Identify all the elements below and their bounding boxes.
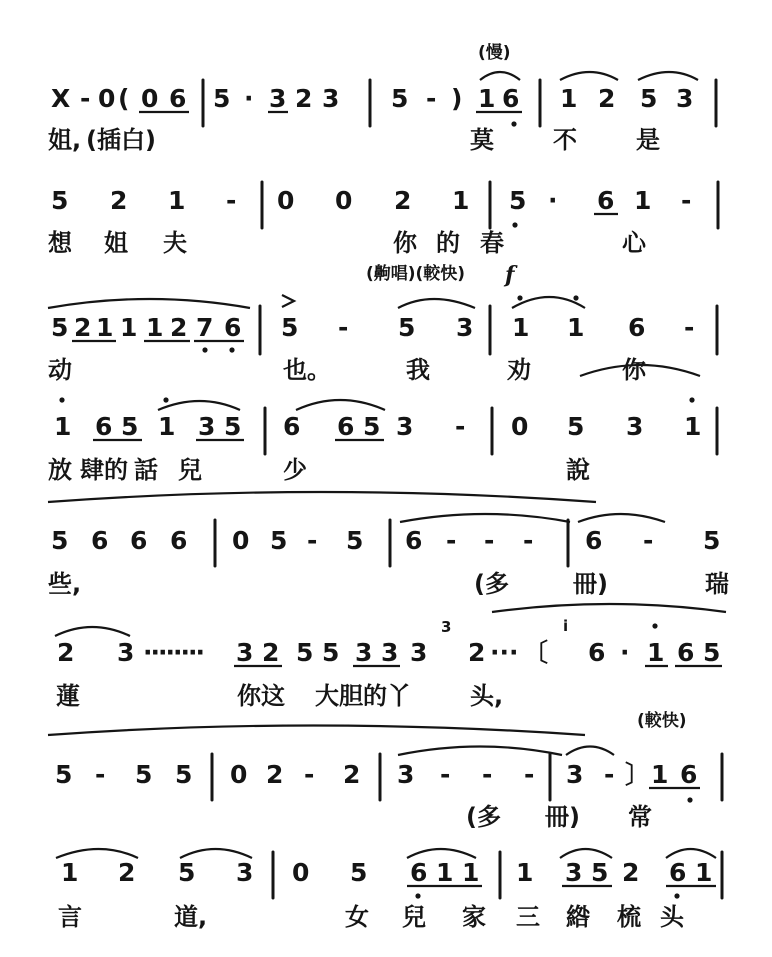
note: 5 — [322, 638, 340, 667]
note: 5 — [135, 760, 153, 789]
note: 3 — [410, 638, 428, 667]
octave-dot — [415, 893, 420, 898]
note: 0 — [232, 526, 250, 555]
note: 1 — [452, 186, 470, 215]
note: 1 — [158, 412, 176, 441]
lyric: 心 — [622, 229, 646, 257]
note: 1 — [684, 412, 702, 441]
note: 3 — [626, 412, 644, 441]
slur — [48, 726, 585, 736]
note: 6 — [410, 858, 428, 887]
octave-dot — [652, 623, 657, 628]
note: 6 — [597, 186, 615, 215]
note: 6 — [585, 526, 603, 555]
slur — [492, 604, 726, 612]
lyric: 冊) — [573, 570, 608, 598]
note: 3 — [198, 412, 216, 441]
note: 2 — [266, 760, 284, 789]
slur — [578, 514, 665, 522]
octave-dot — [229, 347, 234, 352]
note: 3 — [456, 313, 474, 342]
octave-dot — [573, 295, 578, 300]
note: 2 — [343, 760, 361, 789]
note: 5 — [51, 526, 69, 555]
note: 1 — [512, 313, 530, 342]
note: 1 — [54, 412, 72, 441]
lyric: 莫 — [470, 126, 494, 154]
note: 5 — [703, 638, 721, 667]
note: 1 — [61, 858, 79, 887]
note: 5 — [346, 526, 364, 555]
note: 5 — [567, 412, 585, 441]
note: 5 — [175, 760, 193, 789]
note: 2 — [118, 858, 136, 887]
lyric: 你 — [393, 229, 417, 257]
octave-dot — [517, 295, 522, 300]
slur — [398, 299, 475, 308]
grace-note: i — [563, 617, 569, 635]
lyric: 瑞 — [705, 570, 729, 598]
dynamic-mark: f — [505, 262, 515, 288]
note: ········ — [143, 638, 203, 667]
lyric: 是 — [636, 126, 660, 154]
lyric: (多 — [466, 803, 501, 831]
lyric: 想 — [48, 229, 72, 257]
tempo-mark: (慢) — [478, 43, 511, 63]
note: 2 — [57, 638, 75, 667]
lyric: 冊) — [545, 803, 580, 831]
note: 〕 — [625, 760, 651, 789]
tempo-mark: (齁唱)(較快) — [366, 264, 466, 284]
note: - — [455, 412, 466, 441]
note: 2 — [170, 313, 188, 342]
slur — [580, 365, 700, 376]
note: 5 — [51, 313, 69, 342]
note: - — [307, 526, 318, 555]
note: 3 — [397, 760, 415, 789]
note: - — [482, 760, 493, 789]
note: 5 — [213, 84, 231, 113]
note: - — [684, 313, 695, 342]
note: 1 — [516, 858, 534, 887]
note: 6 — [283, 412, 301, 441]
lyric: 話 — [134, 456, 158, 484]
note: 5 — [350, 858, 368, 887]
slur — [158, 401, 240, 410]
slur — [400, 514, 570, 522]
lyric: 兒 — [402, 903, 426, 931]
note: ) — [451, 84, 463, 113]
lyric: 言 — [58, 903, 82, 931]
note: · — [620, 638, 630, 667]
note: ( — [118, 84, 130, 113]
note: 5 — [281, 313, 299, 342]
note: - — [338, 313, 349, 342]
slur — [56, 849, 138, 858]
note: 2 — [262, 638, 280, 667]
lyric: 肆的 — [80, 456, 128, 484]
octave-dot — [511, 121, 516, 126]
note: 6 — [337, 412, 355, 441]
lyric: 放 — [48, 456, 72, 484]
note: 3 — [117, 638, 135, 667]
note: 5 — [296, 638, 314, 667]
lyric: 也。 — [283, 356, 331, 384]
note: 2 — [74, 313, 92, 342]
note: 3 — [676, 84, 694, 113]
note: 6 — [677, 638, 695, 667]
note: 6 — [669, 858, 687, 887]
note: 0 — [292, 858, 310, 887]
note: 2 — [394, 186, 412, 215]
note: 5 — [591, 858, 609, 887]
note: 1 — [560, 84, 578, 113]
note: 6 — [680, 760, 698, 789]
note: 7 — [196, 313, 214, 342]
octave-dot — [689, 397, 694, 402]
slur — [398, 747, 562, 756]
note: ··· — [490, 638, 519, 667]
slur — [55, 627, 130, 636]
lyric: 动 — [48, 356, 72, 384]
slur — [296, 400, 385, 410]
note: 6 — [405, 526, 423, 555]
note: 2 — [295, 84, 313, 113]
note: 5 — [178, 858, 196, 887]
note: 5 — [363, 412, 381, 441]
note: 1 — [651, 760, 669, 789]
note: 1 — [436, 858, 454, 887]
note: 3 — [269, 84, 287, 113]
note: 6 — [502, 84, 520, 113]
lyric: 綹 — [566, 903, 590, 931]
lyric: 春 — [480, 229, 504, 257]
lyric: 蓮 — [56, 682, 80, 710]
octave-dot — [512, 222, 517, 227]
note: 5 — [55, 760, 73, 789]
note: · — [548, 186, 558, 215]
grace-note: 3 — [441, 618, 452, 636]
note: 2 — [622, 858, 640, 887]
lyric: 的 — [436, 229, 460, 257]
octave-dot — [202, 347, 207, 352]
slur — [638, 72, 698, 80]
note: - — [440, 760, 451, 789]
lyric: 不 — [553, 126, 577, 154]
slur — [560, 72, 618, 80]
slur — [560, 849, 612, 858]
note: 0 — [335, 186, 353, 215]
note: - — [426, 84, 437, 113]
lyric: 姐 — [104, 229, 128, 257]
note: 3 — [322, 84, 340, 113]
note: - — [523, 526, 534, 555]
lyric: 女 — [345, 903, 369, 931]
note: - — [446, 526, 457, 555]
note: 5 — [640, 84, 658, 113]
slur — [48, 492, 596, 502]
note: 〔 — [523, 638, 549, 667]
note: 3 — [355, 638, 373, 667]
accent-mark — [282, 295, 294, 307]
note: 0 — [230, 760, 248, 789]
note: - — [80, 84, 91, 113]
note: 2 — [110, 186, 128, 215]
lyric: 三 — [516, 903, 540, 931]
note: 5 — [121, 412, 139, 441]
note: 5 — [703, 526, 721, 555]
note: · — [244, 84, 254, 113]
note: 3 — [396, 412, 414, 441]
lyric: 少 — [283, 456, 307, 484]
note: 6 — [588, 638, 606, 667]
note: 6 — [95, 412, 113, 441]
slur — [180, 849, 252, 858]
lyric: 兒 — [178, 456, 202, 484]
tempo-mark: (較快) — [637, 711, 687, 731]
slur — [480, 72, 520, 80]
lyric: 头, — [470, 682, 504, 710]
lyric: 头 — [660, 903, 684, 931]
note: 1 — [695, 858, 713, 887]
note: 0 — [511, 412, 529, 441]
note: 1 — [647, 638, 665, 667]
note: - — [604, 760, 615, 789]
note: 2 — [598, 84, 616, 113]
octave-dot — [163, 397, 168, 402]
note: 1 — [96, 313, 114, 342]
note: 3 — [565, 858, 583, 887]
lyric: 家 — [462, 903, 486, 931]
note: 3 — [381, 638, 399, 667]
note: 3 — [566, 760, 584, 789]
lyric: 常 — [628, 803, 652, 831]
note: 1 — [478, 84, 496, 113]
note: X — [51, 84, 71, 113]
note: - — [643, 526, 654, 555]
lyric: 梳 — [617, 903, 641, 931]
note: 1 — [120, 313, 138, 342]
note: 1 — [567, 313, 585, 342]
note: 5 — [391, 84, 409, 113]
slur — [407, 849, 476, 858]
slur — [48, 299, 250, 308]
note: - — [304, 760, 315, 789]
note: - — [681, 186, 692, 215]
lyric: (多 — [474, 570, 509, 598]
note: 6 — [91, 526, 109, 555]
slur — [566, 747, 614, 756]
note: 2 — [468, 638, 486, 667]
note: 1 — [634, 186, 652, 215]
octave-dot — [687, 797, 692, 802]
lyric: 夫 — [163, 229, 187, 257]
lyric: 說 — [566, 456, 590, 484]
note: 6 — [169, 84, 187, 113]
note: - — [95, 760, 106, 789]
lyric: 些, — [48, 570, 82, 598]
note: 6 — [628, 313, 646, 342]
note: 5 — [509, 186, 527, 215]
note: 3 — [236, 858, 254, 887]
note: 3 — [236, 638, 254, 667]
note: 0 — [141, 84, 159, 113]
note: 6 — [170, 526, 188, 555]
octave-dot — [674, 893, 679, 898]
note: 0 — [98, 84, 116, 113]
lyric: 你这 — [237, 682, 285, 710]
lyric: 劝 — [507, 356, 531, 384]
note: 5 — [224, 412, 242, 441]
note: 1 — [146, 313, 164, 342]
lyric: 大胆的丫 — [315, 682, 411, 710]
note: 5 — [51, 186, 69, 215]
lyric: 你 — [622, 356, 646, 384]
slur — [666, 849, 716, 858]
lyric: 姐, — [48, 126, 82, 154]
lyric: (插白) — [86, 126, 156, 154]
note: 6 — [130, 526, 148, 555]
note: 5 — [398, 313, 416, 342]
note: - — [484, 526, 495, 555]
octave-dot — [59, 397, 64, 402]
lyric: 道, — [174, 903, 208, 931]
note: 1 — [168, 186, 186, 215]
note: 0 — [277, 186, 295, 215]
note: 5 — [270, 526, 288, 555]
lyric: 我 — [406, 356, 430, 384]
note: - — [524, 760, 535, 789]
note: - — [226, 186, 237, 215]
note: 6 — [224, 313, 242, 342]
note: 1 — [462, 858, 480, 887]
